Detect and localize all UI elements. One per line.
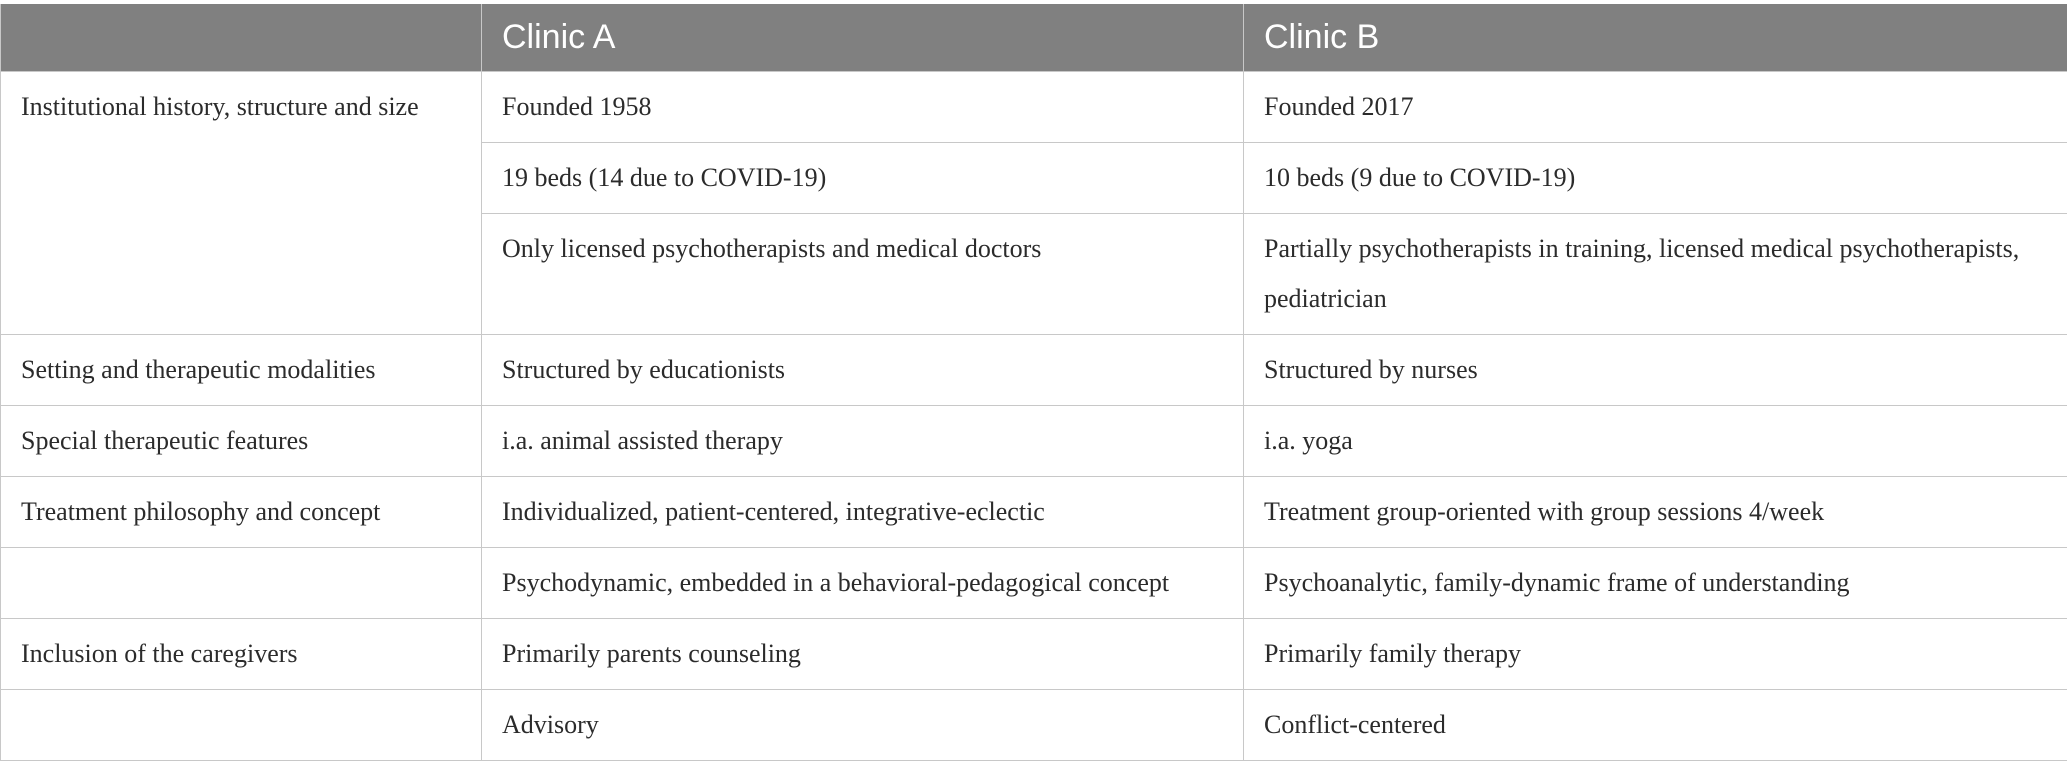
table-row bbox=[1, 72, 2067, 143]
comparison-table-container bbox=[0, 4, 2067, 761]
clinic-b-cell: Structured by nurses bbox=[1244, 335, 2067, 406]
row-label: Treatment philosophy and concept bbox=[1, 477, 482, 548]
clinic-comparison-table bbox=[0, 4, 2067, 761]
clinic-a-cell: Primarily parents counseling bbox=[482, 619, 1244, 690]
clinic-b-cell: Conflict-centered bbox=[1244, 690, 2067, 761]
clinic-a-cell: Only licensed psychotherapists and medical doctors bbox=[482, 214, 1244, 335]
header-cell-clinic-b: Clinic B bbox=[1244, 4, 2067, 72]
clinic-b-cell: Treatment group-oriented with group sessions 4/week bbox=[1244, 477, 2067, 548]
table-row bbox=[1, 690, 2067, 761]
table-row bbox=[1, 619, 2067, 690]
clinic-b-cell: Primarily family therapy bbox=[1244, 619, 2067, 690]
header-cell-clinic-a: Clinic A bbox=[482, 4, 1244, 72]
clinic-a-cell: i.a. animal assisted therapy bbox=[482, 406, 1244, 477]
header-cell-empty bbox=[1, 4, 482, 72]
clinic-b-cell: Psychoanalytic, family-dynamic frame of understanding bbox=[1244, 548, 2067, 619]
clinic-b-cell: i.a. yoga bbox=[1244, 406, 2067, 477]
clinic-a-cell: 19 beds (14 due to COVID-19) bbox=[482, 143, 1244, 214]
row-label: Setting and therapeutic modalities bbox=[1, 335, 482, 406]
clinic-a-cell: Advisory bbox=[482, 690, 1244, 761]
table-row bbox=[1, 406, 2067, 477]
row-label: Institutional history, structure and size bbox=[1, 72, 482, 335]
table-row bbox=[1, 477, 2067, 548]
row-label: Inclusion of the caregivers bbox=[1, 619, 482, 690]
clinic-a-cell: Structured by educationists bbox=[482, 335, 1244, 406]
table-row bbox=[1, 335, 2067, 406]
clinic-b-cell: Founded 2017 bbox=[1244, 72, 2067, 143]
table-row bbox=[1, 548, 2067, 619]
table-header bbox=[1, 4, 2067, 72]
row-label bbox=[1, 690, 482, 761]
row-label: Special therapeutic features bbox=[1, 406, 482, 477]
row-label bbox=[1, 548, 482, 619]
clinic-a-cell: Individualized, patient-centered, integrative-eclectic bbox=[482, 477, 1244, 548]
clinic-b-cell: 10 beds (9 due to COVID-19) bbox=[1244, 143, 2067, 214]
header-row bbox=[1, 4, 2067, 72]
clinic-a-cell: Founded 1958 bbox=[482, 72, 1244, 143]
table-body bbox=[1, 72, 2067, 761]
clinic-b-cell: Partially psychotherapists in training, licensed medical psychotherapists, pediatrician bbox=[1244, 214, 2067, 335]
clinic-a-cell: Psychodynamic, embedded in a behavioral-pedagogical concept bbox=[482, 548, 1244, 619]
